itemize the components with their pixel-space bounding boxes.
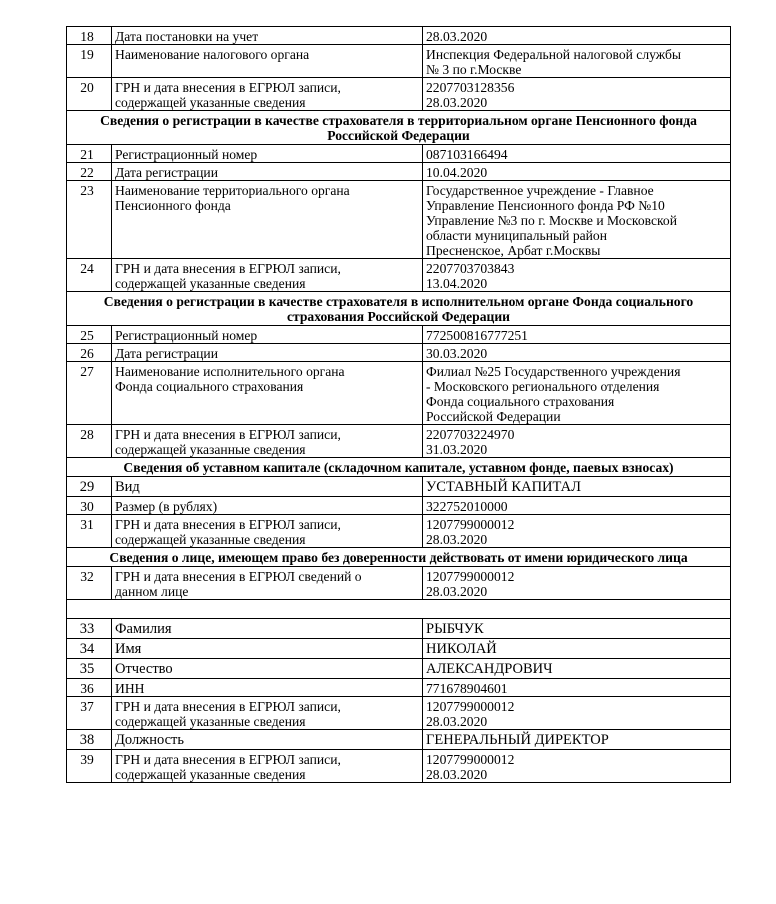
row-number: 19 <box>67 45 112 78</box>
section-header-row <box>67 292 731 326</box>
row-number: 26 <box>67 344 112 362</box>
row-number: 25 <box>67 326 112 344</box>
field-label: Вид <box>112 477 423 497</box>
table-row <box>67 145 731 163</box>
field-label: ГРН и дата внесения в ЕГРЮЛ записи, содержащей указанные сведения <box>112 697 423 730</box>
table-body <box>67 27 731 783</box>
row-number: 32 <box>67 567 112 600</box>
row-number: 31 <box>67 515 112 548</box>
row-number: 39 <box>67 750 112 783</box>
field-value: УСТАВНЫЙ КАПИТАЛ <box>423 477 731 497</box>
field-label: ГРН и дата внесения в ЕГРЮЛ записи, содержащей указанные сведения <box>112 425 423 458</box>
table-row <box>67 362 731 425</box>
table-row <box>67 567 731 600</box>
field-value: 28.03.2020 <box>423 27 731 45</box>
section-title: Сведения о лице, имеющем право без доверенности действовать от имени юридического лица <box>67 548 731 567</box>
field-value: 30.03.2020 <box>423 344 731 362</box>
section-header-row <box>67 548 731 567</box>
field-label: Регистрационный номер <box>112 326 423 344</box>
field-value: 2207703703843 13.04.2020 <box>423 259 731 292</box>
field-value: Инспекция Федеральной налоговой службы № 3 по г.Москве <box>423 45 731 78</box>
row-number: 30 <box>67 497 112 515</box>
table-row <box>67 259 731 292</box>
table-row <box>67 78 731 111</box>
table-row <box>67 679 731 697</box>
section-header-row <box>67 458 731 477</box>
field-label: Отчество <box>112 659 423 679</box>
table-row <box>67 344 731 362</box>
field-label: ГРН и дата внесения в ЕГРЮЛ записи, содержащей указанные сведения <box>112 78 423 111</box>
field-value: 772500816777251 <box>423 326 731 344</box>
field-label: ГРН и дата внесения в ЕГРЮЛ записи, содержащей указанные сведения <box>112 750 423 783</box>
blank-cell <box>67 600 731 619</box>
field-value: РЫБЧУК <box>423 619 731 639</box>
table-row <box>67 163 731 181</box>
table-row <box>67 497 731 515</box>
field-label: ИНН <box>112 679 423 697</box>
field-label: ГРН и дата внесения в ЕГРЮЛ сведений о данном лице <box>112 567 423 600</box>
table-row <box>67 326 731 344</box>
table-row <box>67 697 731 730</box>
field-value: ГЕНЕРАЛЬНЫЙ ДИРЕКТОР <box>423 730 731 750</box>
section-title: Сведения об уставном капитале (складочном капитале, уставном фонде, паевых взносах) <box>67 458 731 477</box>
table-row <box>67 639 731 659</box>
table-row <box>67 619 731 639</box>
section-title: Сведения о регистрации в качестве страхователя в исполнительном органе Фонда социального страхования Российской Федерации <box>67 292 731 326</box>
table-row <box>67 45 731 78</box>
field-value: НИКОЛАЙ <box>423 639 731 659</box>
table-row <box>67 515 731 548</box>
field-label: Фамилия <box>112 619 423 639</box>
blank-row <box>67 600 731 619</box>
section-title: Сведения о регистрации в качестве страхователя в территориальном органе Пенсионного фонда Российской Федерации <box>67 111 731 145</box>
table-row <box>67 750 731 783</box>
field-value: 2207703128356 28.03.2020 <box>423 78 731 111</box>
field-value: Государственное учреждение - Главное Управление Пенсионного фонда РФ №10 Управление №3 по г. Москве и Московской области муниципальный район Пресненское, Арбат г.Москвы <box>423 181 731 259</box>
table-row <box>67 27 731 45</box>
table-row <box>67 659 731 679</box>
row-number: 22 <box>67 163 112 181</box>
field-value: 1207799000012 28.03.2020 <box>423 750 731 783</box>
field-value: 1207799000012 28.03.2020 <box>423 515 731 548</box>
table-row <box>67 477 731 497</box>
row-number: 36 <box>67 679 112 697</box>
row-number: 38 <box>67 730 112 750</box>
field-label: Наименование территориального органа Пенсионного фонда <box>112 181 423 259</box>
field-label: Наименование исполнительного органа Фонда социального страхования <box>112 362 423 425</box>
field-value: 1207799000012 28.03.2020 <box>423 567 731 600</box>
row-number: 29 <box>67 477 112 497</box>
field-value: 771678904601 <box>423 679 731 697</box>
field-label: ГРН и дата внесения в ЕГРЮЛ записи, содержащей указанные сведения <box>112 515 423 548</box>
field-label: Наименование налогового органа <box>112 45 423 78</box>
field-value: 322752010000 <box>423 497 731 515</box>
table-row <box>67 730 731 750</box>
field-label: Должность <box>112 730 423 750</box>
egrul-extract-table <box>66 26 731 783</box>
row-number: 23 <box>67 181 112 259</box>
field-label: Регистрационный номер <box>112 145 423 163</box>
table-row <box>67 181 731 259</box>
field-value: 1207799000012 28.03.2020 <box>423 697 731 730</box>
row-number: 18 <box>67 27 112 45</box>
field-value: Филиал №25 Государственного учреждения - Московского регионального отделения Фонда социального страхования Российской Федерации <box>423 362 731 425</box>
field-value: АЛЕКСАНДРОВИЧ <box>423 659 731 679</box>
field-label: ГРН и дата внесения в ЕГРЮЛ записи, содержащей указанные сведения <box>112 259 423 292</box>
section-header-row <box>67 111 731 145</box>
row-number: 20 <box>67 78 112 111</box>
row-number: 24 <box>67 259 112 292</box>
field-label: Имя <box>112 639 423 659</box>
table-row <box>67 425 731 458</box>
row-number: 37 <box>67 697 112 730</box>
row-number: 21 <box>67 145 112 163</box>
field-label: Размер (в рублях) <box>112 497 423 515</box>
field-label: Дата постановки на учет <box>112 27 423 45</box>
field-value: 087103166494 <box>423 145 731 163</box>
row-number: 33 <box>67 619 112 639</box>
field-label: Дата регистрации <box>112 344 423 362</box>
field-label: Дата регистрации <box>112 163 423 181</box>
field-value: 10.04.2020 <box>423 163 731 181</box>
row-number: 28 <box>67 425 112 458</box>
row-number: 27 <box>67 362 112 425</box>
field-value: 2207703224970 31.03.2020 <box>423 425 731 458</box>
row-number: 35 <box>67 659 112 679</box>
row-number: 34 <box>67 639 112 659</box>
